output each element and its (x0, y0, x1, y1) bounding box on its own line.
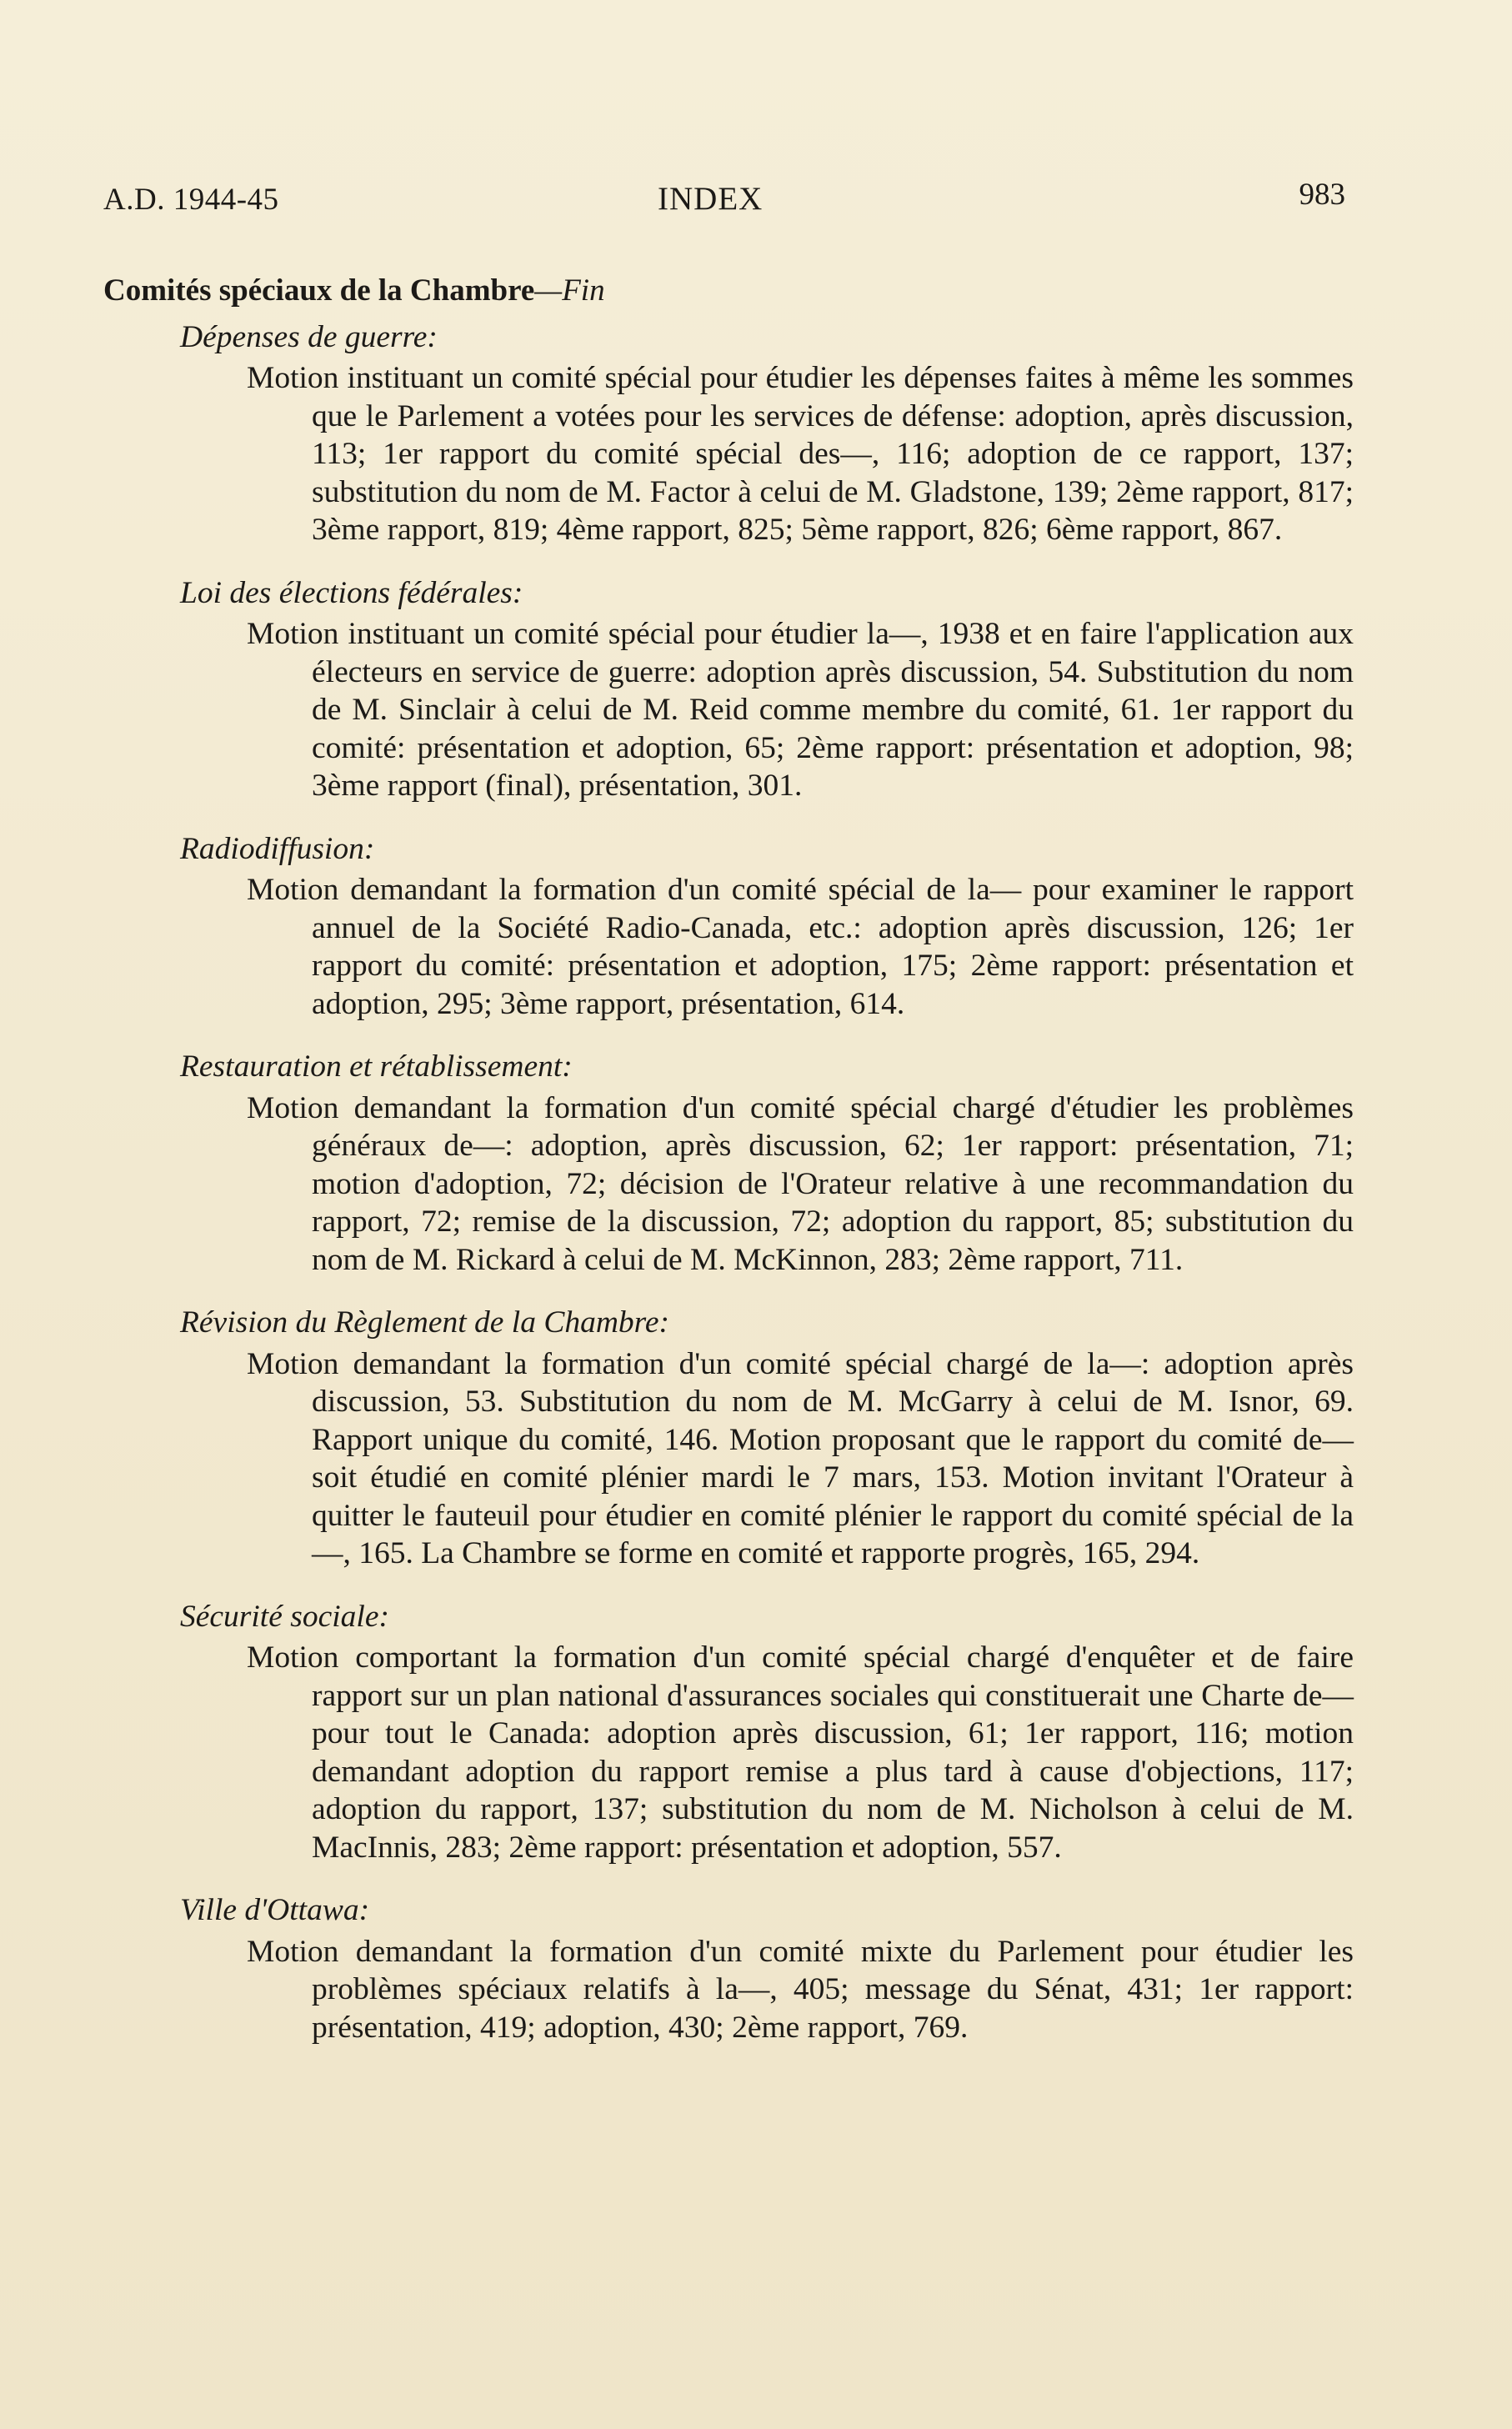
section-title: Dépenses de guerre: (180, 319, 438, 354)
section-entry: Motion demandant la formation d'un comité spécial chargé de la—: adoption après discussion, 53. Substitution du nom de M. McGarry à celui de M. Isnor, 69. Rapport unique du comité, 146. Motion proposant que le rapport du comité de— soit étudié en comité plénier mardi le 7 mars, 153. Motion invitant l'Orateur à quitter le fauteuil pour étudier en comité plénier le rapport du comité spécial de la—, 165. La Chambre se forme en comité et rapporte progrès, 165, 294. (247, 1346, 1354, 1570)
running-header (103, 177, 1345, 218)
section-title: Ville d'Ottawa: (180, 1893, 370, 1927)
header-title: INDEX (658, 181, 764, 217)
section-entry: Motion demandant la formation d'un comité spécial de la— pour examiner le rapport annuel de la Société Radio-Canada, etc.: adoption après discussion, 126; 1er rapport du comité: présentation et adoption, 175; 2ème rapport: présentation et adoption, 295; 3ème rapport, présentation, 614. (247, 873, 1354, 1021)
page-number: 983 (1299, 178, 1345, 212)
index-section (103, 1598, 1354, 1867)
index-section (103, 318, 1354, 549)
section-entry: Motion instituant un comité spécial pour étudier les dépenses faites à même les sommes que le Parlement a votées pour les services de défense: adoption, après discussion, 113; 1er rapport du comité spécial des—, 116; adoption de ce rapport, 137; substitution du nom de M. Factor à celui de M. Gladstone, 139; 2ème rapport, 817; 3ème rapport, 819; 4ème rapport, 825; 5ème rapport, 826; 6ème rapport, 867. (247, 361, 1354, 547)
section-entry: Motion instituant un comité spécial pour étudier la—, 1938 et en faire l'application aux électeurs en service de guerre: adoption après discussion, 54. Substitution du nom de M. Sinclair à celui de M. Reid comme membre du comité, 61. 1er rapport du comité: présentation et adoption, 65; 2ème rapport: présentation et adoption, 98; 3ème rapport (final), présentation, 301. (247, 617, 1354, 803)
index-section (103, 1048, 1354, 1279)
main-heading (103, 272, 1354, 310)
index-section (103, 1891, 1354, 2046)
index-section (103, 1304, 1354, 1573)
section-entry: Motion demandant la formation d'un comité spécial chargé d'étudier les problèmes généraux de—: adoption, après discussion, 62; 1er rapport: présentation, 71; motion d'adoption, 72; décision de l'Orateur relative à une recommandation du rapport, 72; remise de la discussion, 72; adoption du rapport, 85; substitution du nom de M. Rickard à celui de M. McKinnon, 283; 2ème rapport, 711. (247, 1090, 1354, 1277)
section-title: Loi des élections fédérales: (180, 575, 523, 610)
index-section (103, 574, 1354, 805)
index-content (103, 272, 1354, 2071)
index-section (103, 830, 1354, 1024)
section-title: Restauration et rétablissement: (180, 1049, 573, 1084)
header-year: A.D. 1944-45 (103, 183, 279, 217)
section-title: Sécurité sociale: (180, 1599, 389, 1634)
section-entry: Motion comportant la formation d'un comité spécial chargé d'enquêter et de faire rapport sur un plan national d'assurances sociales qui constituerait une Charte de— pour tout le Canada: adoption après discussion, 61; 1er rapport, 116; motion demandant adoption du rapport remise a plus tard à cause d'objections, 117; adoption du rapport, 137; substitution du nom de M. Nicholson à celui de M. MacInnis, 283; 2ème rapport: présentation et adoption, 557. (247, 1640, 1354, 1865)
main-heading-suffix: —Fin (534, 273, 605, 308)
section-title: Révision du Règlement de la Chambre: (180, 1305, 669, 1340)
section-title: Radiodiffusion: (180, 831, 375, 866)
main-heading-text: Comités spéciaux de la Chambre (103, 273, 535, 308)
section-entry: Motion demandant la formation d'un comité mixte du Parlement pour étudier les problèmes spéciaux relatifs à la—, 405; message du Sénat, 431; 1er rapport: présentation, 419; adoption, 430; 2ème rapport, 769. (247, 1934, 1354, 2045)
